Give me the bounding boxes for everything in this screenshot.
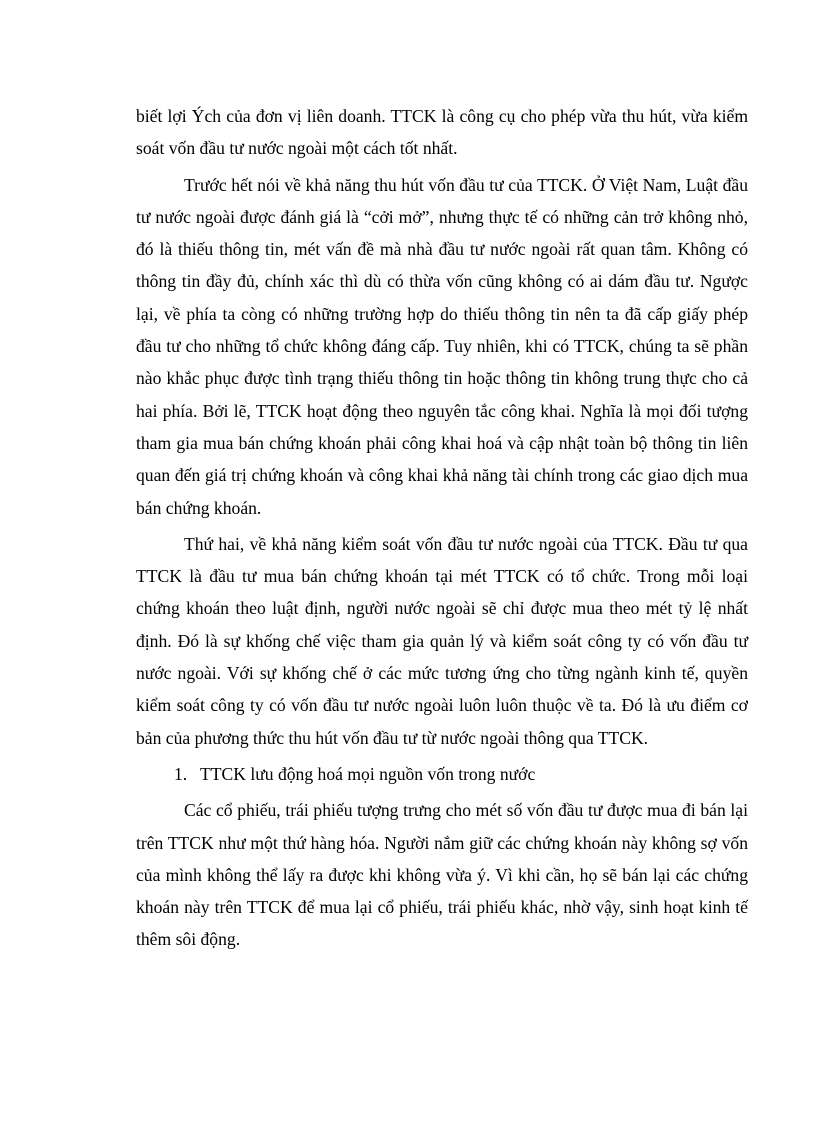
paragraph-capital-attraction: Trước hết nói về khả năng thu hút vốn đầu tư của TTCK. Ở Việt Nam, Luật đầu tư nước ngoài được đánh giá là “cởi mở”, nhưng thực tế có những cản trở không nhỏ, đó là thiếu thông tin, mét vấn đề mà nhà đầu tư nước ngoài rất quan tâm. Không có thông tin đầy đủ, chính xác thì dù có thừa vốn cũng không có ai dám đầu tư. Ngược lại, về phía ta còng có những trường hợp do thiếu thông tin nên ta đã cấp giấy phép đầu tư cho những tổ chức không đáng cấp. Tuy nhiên, khi có TTCK, chúng ta sẽ phần nào khắc phục được tình trạng thiếu thông tin hoặc thông tin không trung thực cho cả hai phía. Bởi lẽ, TTCK hoạt động theo nguyên tắc công khai. Nghĩa là mọi đối tượng tham gia mua bán chứng khoán phải công khai hoá và cập nhật toàn bộ thông tin liên quan đến giá trị chứng khoán và công khai khả năng tài chính trong các giao dịch mua bán chứng khoán.	[136, 174, 748, 518]
document-page	[136, 100, 748, 960]
paragraph-capital-control: Thứ hai, về khả năng kiểm soát vốn đầu tư nước ngoài của TTCK. Đầu tư qua TTCK là đầu tư mua bán chứng khoán tại mét TTCK có tổ chức. Trong mỗi loại chứng khoán theo luật định, người nước ngoài sẽ chỉ được mua theo mét tỷ lệ nhất định. Đó là sự khống chế việc tham gia quản lý và kiểm soát công ty có vốn đầu tư nước ngoài. Với sự khống chế ở các mức tương ứng cho từng ngành kinh tế, quyền kiểm soát công ty có vốn đầu tư nước ngoài luôn luôn thuộc về ta. Đó là ưu điểm cơ bản của phương thức thu hút vốn đầu tư từ nước ngoài thông qua TTCK.	[136, 533, 748, 748]
paragraph-continuation: biết lợi Ých của đơn vị liên doanh. TTCK là công cụ cho phép vừa thu hút, vừa kiểm soát vốn đầu tư nước ngoài một cách tốt nhất.	[136, 106, 748, 159]
section-heading	[136, 758, 748, 790]
paragraph-liquidity: Các cổ phiếu, trái phiếu tượng trưng cho mét số vốn đầu tư được mua đi bán lại trên TTCK như một thứ hàng hóa. Người nắm giữ các chứng khoán này không sợ vốn của mình không thể lấy ra được khi không vừa ý. Vì khi cần, họ sẽ bán lại các chứng khoán này trên TTCK để mua lại cổ phiếu, trái phiếu khác, nhờ vậy, sinh hoạt kinh tế thêm sôi động.	[136, 800, 748, 950]
section-heading-text: TTCK lưu động hoá mọi nguồn vốn trong nước	[200, 763, 536, 784]
section-heading-number: 1.	[174, 763, 188, 784]
